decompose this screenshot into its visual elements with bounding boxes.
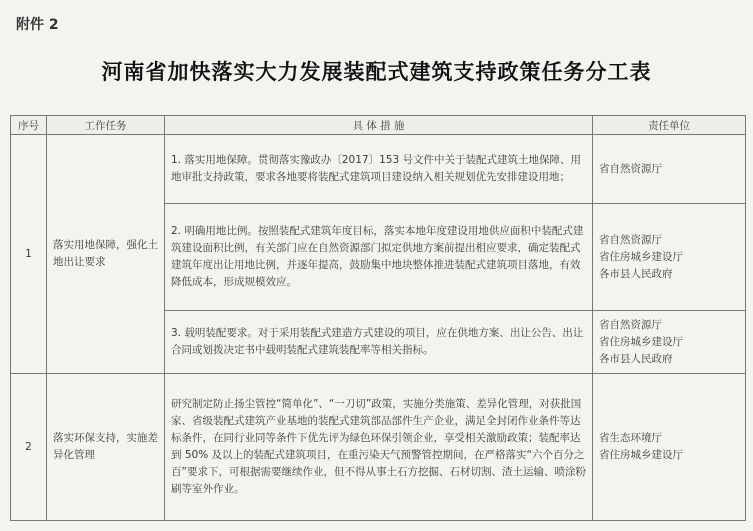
dept-name: 各市县人民政府: [599, 352, 673, 365]
document-title: 河南省加快落实大力发展装配式建筑支持政策任务分工表: [101, 60, 652, 84]
dept-name: 各市县人民政府: [599, 267, 673, 280]
seq-cell: 2: [11, 374, 47, 521]
header-measures: 具 体 措 施: [165, 116, 593, 135]
measure-cell: 3. 载明装配要求。对于采用装配式建造方式建设的项目，应在供地方案、出让公告、出让合同或划拨决定书中载明装配式建筑装配率等相关指标。: [165, 311, 593, 374]
measure-cell: 1. 落实用地保障。贯彻落实豫政办〔2017〕153 号文件中关于装配式建筑土地保障、用地审批支持政策，要求各地要将装配式建筑项目建设纳入相关规划优先安排建设用地；: [165, 135, 593, 204]
dept-name: 省住房城乡建设厅: [599, 250, 683, 263]
task-table: [10, 115, 746, 521]
attachment-label: 附件 2: [16, 17, 59, 33]
measure-cell: 研究制定防止扬尘管控“简单化”、“一刀切”政策，实施分类施策、差异化管理，对获批国家、省级装配式建筑产业基地的装配式建筑部品部件生产企业，满足全封闭作业条件等达标条件，在同行业同等条件下优先评为绿色环保引领企业，享受相关激励政策；装配率达到 50% 及以上的装配式建筑项目，在重污染天气预警管控期间，在严格落实“六个百分之百”要求下，可根据需要继续作业，但不得从事土石方挖掘、石材切割、渣土运输、喷涂粉刷等室外作业。: [165, 374, 593, 521]
header-seq: 序号: [11, 116, 47, 135]
dept-cell: [593, 135, 746, 204]
seq-cell: 1: [11, 135, 47, 374]
dept-name: 省生态环境厅: [599, 432, 662, 444]
dept-name: 省自然资源厅: [599, 318, 662, 331]
dept-name: 省住房城乡建设厅: [599, 335, 683, 348]
table-header-row: [11, 116, 746, 135]
table-row: [11, 135, 746, 204]
task-cell: 落实环保支持，实施差异化管理: [47, 374, 165, 521]
header-task: 工作任务: [47, 116, 165, 135]
dept-name: 省自然资源厅: [599, 233, 662, 246]
header-dept: 责任单位: [593, 116, 746, 135]
dept-name: 省住房城乡建设厅: [599, 449, 683, 461]
dept-name: 省自然资源厅: [599, 162, 662, 175]
measure-cell: 2. 明确用地比例。按照装配式建筑年度目标，落实本地年度建设用地供应面积中装配式建筑建设面积比例，有关部门应在自然资源部门拟定供地方案前提出相应要求，确定装配式建筑年度出让用地比例，并逐年提高，鼓励集中地块整体推进装配式建筑项目落地，有效降低成本，形成规模效应。: [165, 204, 593, 311]
task-cell: 落实用地保障，强化土地出让要求: [47, 135, 165, 374]
dept-cell: [593, 204, 746, 311]
dept-cell: [593, 374, 746, 521]
dept-cell: [593, 311, 746, 374]
table-row: [11, 374, 746, 521]
